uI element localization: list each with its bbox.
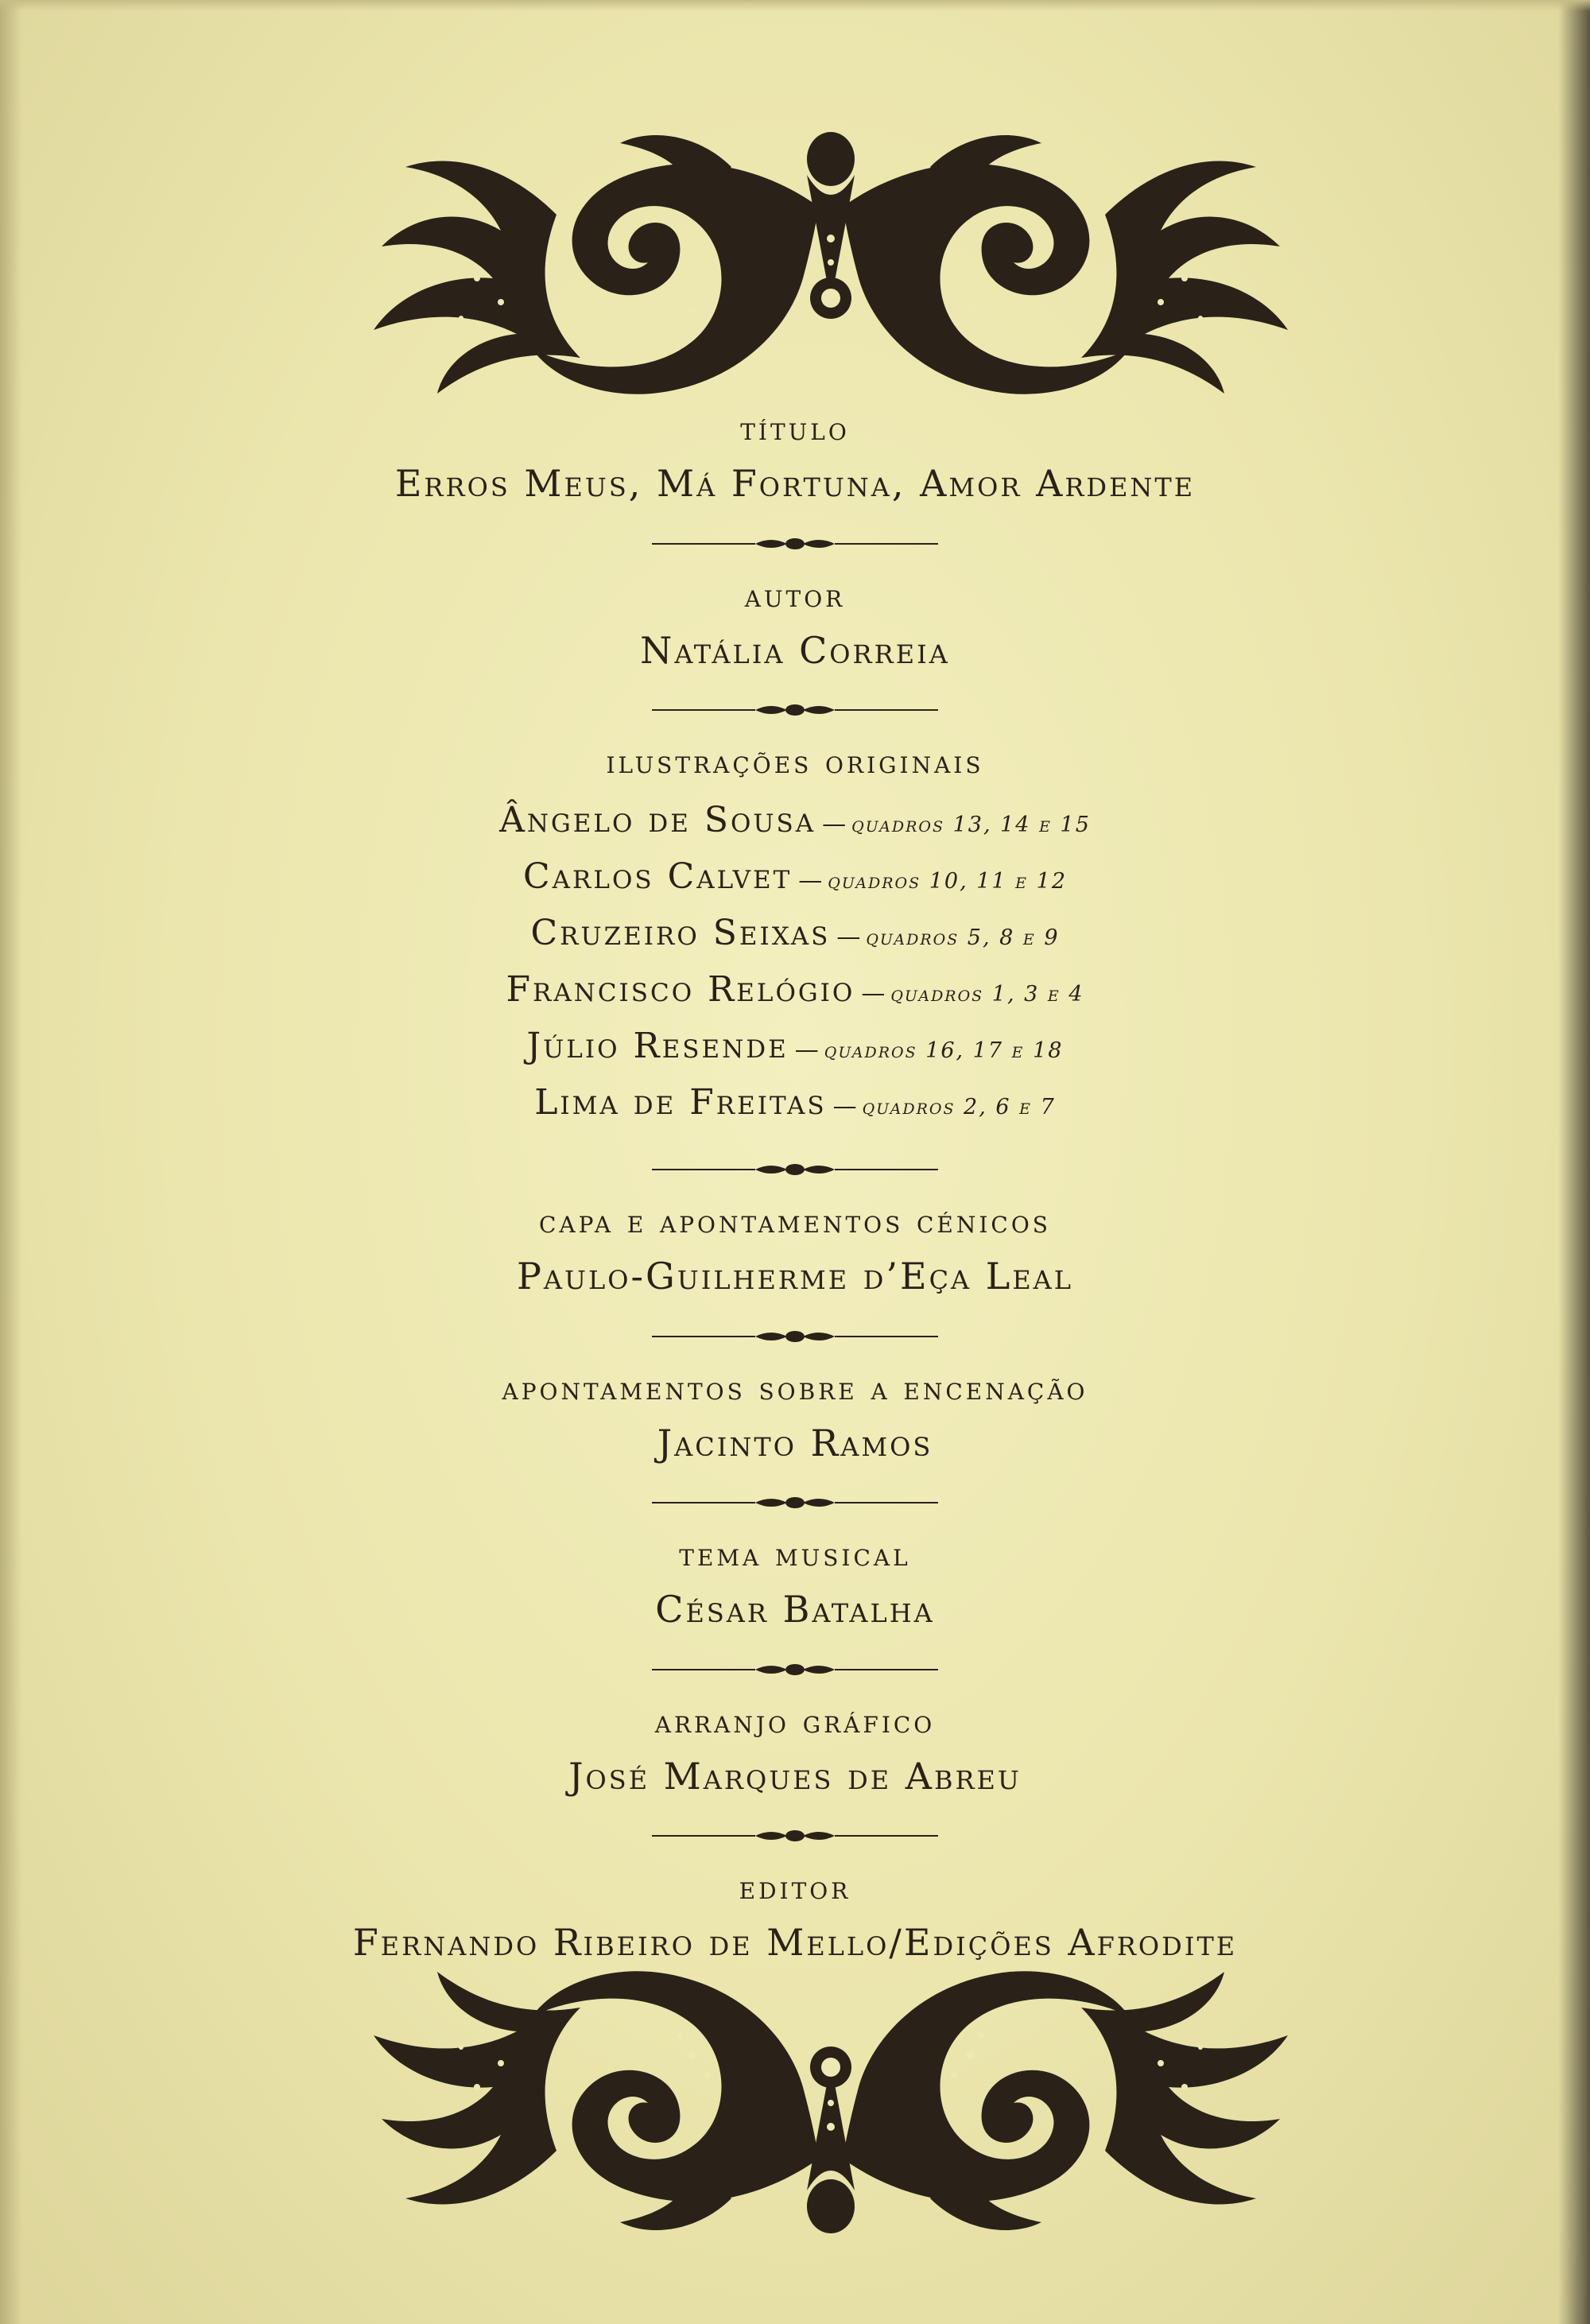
page-edge-shadow-top — [0, 0, 1590, 11]
colophon-content — [0, 413, 1590, 1966]
section-label-capa: capa e apontamentos cénicos — [538, 1204, 1051, 1240]
illustrator-dash: — — [822, 810, 849, 838]
section-titulo — [0, 413, 1590, 507]
section-label-encenacao: apontamentos sobre a encenação — [502, 1370, 1088, 1407]
illustrator-row — [0, 1077, 1590, 1133]
section-label-titulo: título — [740, 411, 850, 448]
illustrator-row — [0, 964, 1590, 1020]
illustrator-dash: — — [798, 867, 825, 894]
music-composer-name: César Batalha — [655, 1588, 935, 1631]
cover-artist-name: Paulo-Guilherme d’Eça Leal — [516, 1255, 1074, 1298]
section-capa — [0, 1206, 1590, 1300]
section-autor — [0, 577, 1590, 674]
illustrator-plates: quadros 2, 6 e 7 — [862, 1095, 1056, 1119]
illustrator-plates: quadros 16, 17 e 18 — [824, 1038, 1064, 1063]
scroll-divider-icon — [652, 1660, 938, 1679]
scroll-divider-icon — [652, 1826, 938, 1845]
baroque-ornament-top-icon — [318, 119, 1344, 405]
illustrator-dash: — — [794, 1036, 821, 1064]
illustrator-dash: — — [832, 1092, 859, 1120]
book-title: Erros Meus, Má Fortuna, Amor Ardente — [394, 462, 1196, 505]
illustrator-name: Lima de Freitas — [534, 1082, 827, 1123]
illustrator-row — [0, 851, 1590, 907]
scroll-divider-icon — [652, 1493, 938, 1512]
section-encenacao — [0, 1370, 1590, 1467]
section-arranjo — [0, 1703, 1590, 1800]
illustrator-plates: quadros 10, 11 e 12 — [828, 869, 1067, 894]
scroll-divider-icon — [652, 1327, 938, 1346]
illustrator-dash: — — [836, 923, 863, 951]
section-label-arranjo: arranjo gráfico — [654, 1703, 936, 1740]
author-name: Natália Correia — [640, 628, 950, 672]
section-label-autor: autor — [744, 577, 846, 615]
section-label-tema: tema musical — [679, 1537, 911, 1573]
illustrator-row — [0, 907, 1590, 964]
illustrator-dash: — — [861, 980, 888, 1007]
scroll-divider-icon — [652, 1160, 938, 1179]
section-tema — [0, 1539, 1590, 1633]
illustrator-plates: quadros 5, 8 e 9 — [866, 925, 1060, 950]
staging-notes-name: Jacinto Ramos — [657, 1421, 933, 1465]
illustrator-name: Francisco Relógio — [506, 969, 855, 1010]
publisher-name: Fernando Ribeiro de Mello/Edições Afrodite — [352, 1921, 1238, 1964]
illustrator-name: Júlio Resende — [526, 1026, 789, 1066]
illustrator-row — [0, 794, 1590, 851]
illustrator-name: Cruzeiro Seixas — [530, 913, 831, 953]
section-label-editor: editor — [739, 1870, 851, 1907]
section-label-ilustracoes: ilustrações originais — [606, 744, 984, 781]
illustrator-name: Carlos Calvet — [523, 856, 793, 897]
baroque-ornament-bottom-icon — [318, 1960, 1344, 2246]
section-ilustracoes — [0, 744, 1590, 1133]
illustrator-row — [0, 1020, 1590, 1077]
scroll-divider-icon — [652, 700, 938, 720]
graphic-designer-name: José Marques de Abreu — [568, 1754, 1022, 1798]
illustrator-plates: quadros 1, 3 e 4 — [890, 982, 1084, 1007]
illustrator-name: Ângelo de Sousa — [499, 800, 816, 840]
section-editor — [0, 1872, 1590, 1966]
scroll-divider-icon — [652, 534, 938, 553]
illustrator-plates: quadros 13, 14 e 15 — [851, 813, 1091, 837]
